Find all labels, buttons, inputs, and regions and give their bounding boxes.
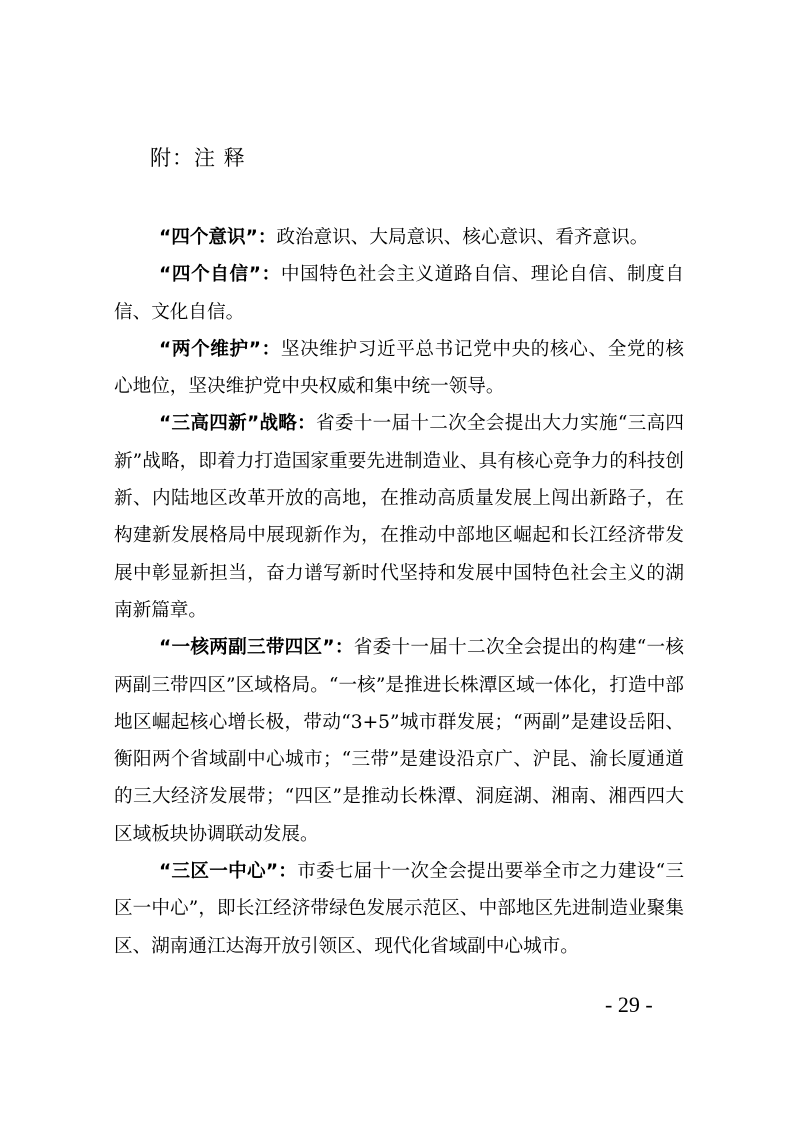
note-text: 省委十一届十二次全会提出的构建“一核两副三带四区”区域格局。“一核”是推进长株潭区域一体化，打造中部地区崛起核心增长极，带动“3+5”城市群发展；“两副”是建设岳阳、衡阳两个省域副中心城市；“三带”是建设沿京广、沪昆、渝长厦通道的三大经济发展带；“四区”是推动长株潭、洞庭湖、湘南、湘西四大区域板块协调联动发展。 — [114, 637, 684, 845]
note-term: “四个意识”： — [159, 227, 277, 248]
note-term: “三高四新”战略： — [159, 413, 317, 435]
note-paragraph — [114, 219, 684, 256]
note-paragraph — [114, 629, 684, 853]
note-term: “三区一中心”： — [159, 861, 298, 883]
note-text: 中国特色社会主义道路自信、理论自信、制度自信、文化自信。 — [114, 264, 684, 323]
note-paragraph — [114, 405, 684, 629]
note-text: 政治意识、大局意识、核心意识、看齐意识。 — [276, 227, 649, 248]
note-paragraph — [114, 331, 684, 406]
note-text: 省委十一届十二次全会提出大力实施“三高四新”战略，即着力打造国家重要先进制造业、具有核心竞争力的科技创新、内陆地区改革开放的高地，在推动高质量发展上闯出新路子，在构建新发展格局中展现新作为，在推动中部地区崛起和长江经济带发展中彰显新担当，奋力谱写新时代坚持和发展中国特色社会主义的湖南新篇章。 — [114, 413, 684, 621]
annotations-body — [114, 219, 684, 965]
note-paragraph — [114, 853, 684, 965]
page-number: - 29 - — [605, 992, 653, 1017]
note-term: “两个维护”： — [159, 338, 281, 360]
annotations-heading: 附：注 释 — [150, 146, 246, 170]
note-paragraph — [114, 256, 684, 331]
note-text: 坚决维护习近平总书记党中央的核心、全党的核心地位，坚决维护党中央权威和集中统一领导。 — [114, 338, 684, 398]
note-text: 市委七届十一次全会提出要举全市之力建设“三区一中心”，即长江经济带绿色发展示范区、中部地区先进制造业聚集区、湖南通江达海开放引领区、现代化省域副中心城市。 — [114, 861, 684, 957]
note-term: “四个自信”： — [159, 264, 281, 286]
note-term: “一核两副三带四区”： — [159, 637, 354, 659]
